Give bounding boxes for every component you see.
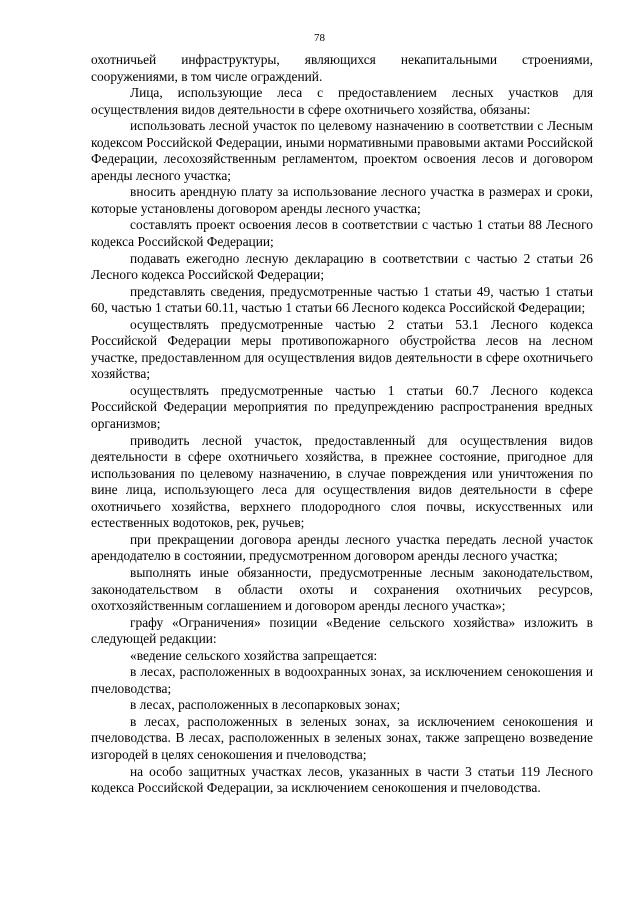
- paragraph: в лесах, расположенных в водоохранных зонах, за исключением сенокошения и пчеловодства;: [91, 664, 593, 696]
- paragraph: в лесах, расположенных в лесопарковых зонах;: [130, 697, 401, 713]
- paragraph: осуществлять предусмотренные частью 2 статьи 53.1 Лесного кодекса Российской Федерации меры противопожарного обустройства лесов на лесном участке, предоставленном для осуществления видов деятельности в сфере охотничьего хозяйства;: [91, 316, 593, 382]
- paragraph: вносить арендную плату за использование лесного участка в размерах и сроки, которые установлены договором аренды лесного участка;: [91, 184, 593, 216]
- paragraph: «ведение сельского хозяйства запрещается:: [130, 647, 378, 663]
- paragraph: приводить лесной участок, предоставленный для осуществления видов деятельности в сфере охотничьего хозяйства, в прежнее состояние, пригодное для использования по целевому назначению, в случае повреждения или уничтожения по вине лица, использующего леса для осуществления видов деятельности в сфере охотничьего хозяйства, верхнего плодородного слоя почвы, искусственных или естественных водотоков, рек, ручьев;: [91, 432, 593, 531]
- paragraph: на особо защитных участках лесов, указанных в части 3 статьи 119 Лесного кодекса Российской Федерации, за исключением сенокошения и пчеловодства.: [91, 763, 593, 796]
- paragraph: использовать лесной участок по целевому назначению в соответствии с Лесным кодексом Российской Федерации, иными нормативными правовыми актами Российской Федерации, лесохозяйственным регламентом, проектом освоения лесов и договором аренды лесного участка;: [91, 118, 593, 183]
- paragraph: графу «Ограничения» позиции «Ведение сельского хозяйства» изложить в следующей редакции:: [91, 614, 593, 647]
- paragraph: представлять сведения, предусмотренные частью 1 статьи 49, частью 1 статьи 60, частью 1 статьи 60.11, частью 1 статьи 66 Лесного кодекса Российской Федерации;: [91, 283, 593, 316]
- paragraph: составлять проект освоения лесов в соответствии с частью 1 статьи 88 Лесного кодекса Российской Федерации;: [91, 217, 593, 250]
- paragraph: Лица, использующие леса с предоставлением лесных участков для осуществления видов деятельности в сфере охотничьего хозяйства, обязаны:: [91, 85, 593, 117]
- paragraph: подавать ежегодно лесную декларацию в соответствии с частью 2 статьи 26 Лесного кодекса Российской Федерации;: [91, 250, 593, 283]
- paragraph: охотничьей инфраструктуры, являющихся некапитальными строениями, сооружениями, в том числе ограждений.: [91, 52, 593, 84]
- paragraph: выполнять иные обязанности, предусмотренные лесным законодательством, законодательством в области охоты и сохранения охотничьих ресурсов, охотхозяйственным соглашением и договором аренды лесного участка»;: [91, 564, 593, 614]
- paragraph: осуществлять предусмотренные частью 1 статьи 60.7 Лесного кодекса Российской Федерации мероприятия по предупреждению распространения вредных организмов;: [91, 382, 593, 432]
- paragraph: в лесах, расположенных в зеленых зонах, за исключением сенокошения и пчеловодства. В лесах, расположенных в зеленых зонах, также запрещено возведение изгородей в целях сенокошения и пчеловодства;: [91, 713, 593, 762]
- page-number: 78: [314, 32, 325, 44]
- paragraph: при прекращении договора аренды лесного участка передать лесной участок арендодателю в состоянии, предусмотренном договором аренды лесного участка;: [91, 531, 593, 564]
- document-body: [91, 52, 593, 797]
